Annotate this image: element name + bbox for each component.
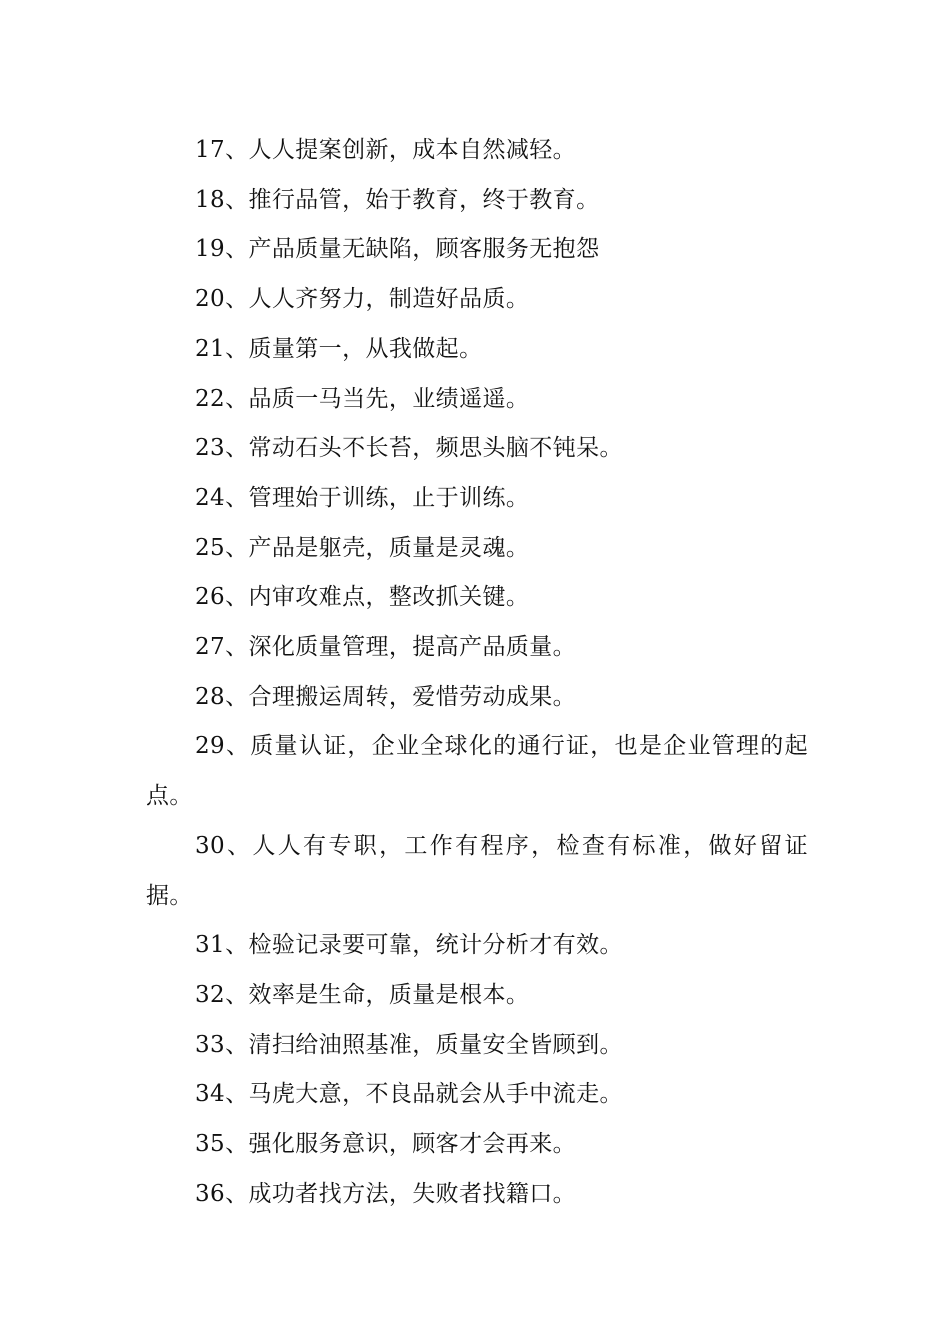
slogan-item-23: 23、常动石头不长苔，频思头脑不钝呆。 bbox=[195, 435, 623, 462]
slogan-item-36: 36、成功者找方法，失败者找籍口。 bbox=[195, 1180, 577, 1207]
slogan-item-34: 34、马虎大意，不良品就会从手中流走。 bbox=[195, 1081, 623, 1108]
slogan-item-27: 27、深化质量管理，提高产品质量。 bbox=[195, 634, 577, 661]
slogan-item-22: 22、品质一马当先，业绩遥遥。 bbox=[195, 385, 530, 412]
slogan-item-20: 20、人人齐努力，制造好品质。 bbox=[195, 286, 530, 313]
slogan-item-21: 21、质量第一，从我做起。 bbox=[195, 335, 483, 362]
slogan-item-19: 19、产品质量无缺陷，顾客服务无抱怨 bbox=[195, 236, 600, 263]
slogan-list bbox=[146, 126, 808, 1219]
slogan-item-35: 35、强化服务意识，顾客才会再来。 bbox=[195, 1131, 577, 1158]
slogan-item-30: 30、人人有专职，工作有程序，检查有标准，做好留证据。 bbox=[146, 832, 808, 909]
slogan-item-33: 33、清扫给油照基准，质量安全皆顾到。 bbox=[195, 1031, 623, 1058]
slogan-item-25: 25、产品是躯壳，质量是灵魂。 bbox=[195, 534, 530, 561]
slogan-item-26: 26、内审攻难点，整改抓关键。 bbox=[195, 584, 530, 611]
slogan-item-31: 31、检验记录要可靠，统计分析才有效。 bbox=[195, 932, 623, 959]
slogan-item-24: 24、管理始于训练，止于训练。 bbox=[195, 484, 530, 511]
slogan-item-29: 29、质量认证，企业全球化的通行证，也是企业管理的起点。 bbox=[146, 733, 808, 810]
slogan-item-17: 17、人人提案创新，成本自然减轻。 bbox=[195, 137, 577, 163]
slogan-item-18: 18、推行品管，始于教育，终于教育。 bbox=[195, 186, 600, 213]
slogan-item-28: 28、合理搬运周转，爱惜劳动成果。 bbox=[195, 683, 577, 710]
slogan-item-32: 32、效率是生命，质量是根本。 bbox=[195, 981, 530, 1008]
